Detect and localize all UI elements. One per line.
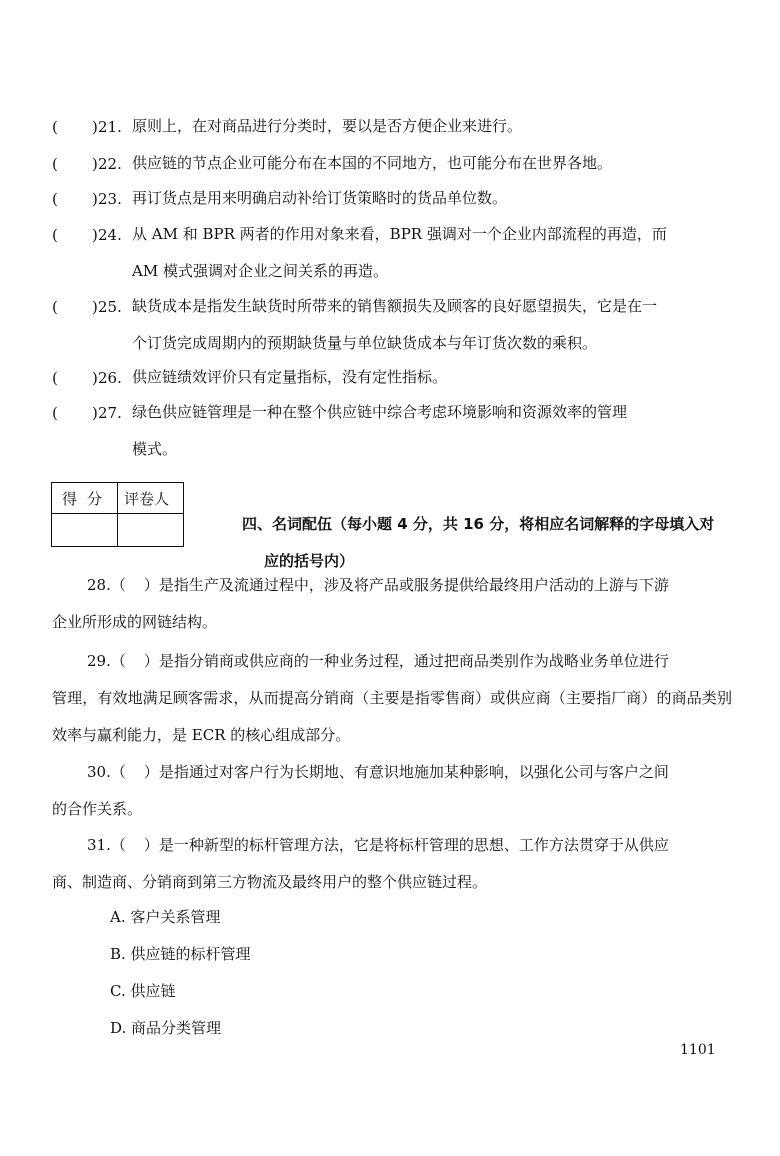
grader-label: 评卷人 [124,490,170,508]
score-label: 得分 [62,490,113,508]
match-item-28 [52,567,732,641]
item-text: ）是指通过对客户行为长期地、有意识地施加某种影响，以强化公司与客户之间 [143,763,669,781]
item-text: ）是一种新型的标杆管理方法，它是将标杆管理的思想、工作方法贯穿于从供应 [143,836,669,854]
option-b: B. 供应链的标杆管理 [110,945,251,963]
exam-page: ( ) 21. 原则上，在对商品进行分类时，要以是否方便企业来进行。 ( ) 22. 供应链的节点企业可能分布在本国的不同地方，也可能分布在世界各地。 ( ) 23. 再订货点是用来明确启动补给订货策略时的货品单位数。 ( ) 24. 从 AM 和 BPR 两者的作用对象来看，BPR 强调对一个企业内部流程的再造，而 AM 模式强调对企业之间关系的再造。 ( ) 25. 缺货成本是指发生缺货时所带来的销售额损失及顾客的良好愿望损失，它是在一 个订货完成周期内的预期缺货量与单位缺货成本与年订货次数的乘积。 ( ) 26. 供应链绩效评价只有定量指标，没有定性指标。 ( ) 27. 绿色供应链管理是一种在整个供应链中综合考虑环境影响和资源效率的管理 模式。 得分 评卷人 四、名词配伍（每小题 4 分，共 16 分，将相应名词解释的字母填入对 应的括号内） 28.（ ）是指生产及流通过程中，涉及将产品或服务提供给最终用户活动的上游与下游 企业所形成的网链结构。 29.（ ）是指分销商或供应商的一种业务过程，通过把商品类别作为战略业务单位进行 管理，有效地满足顾客需求，从而提高分销商（主要是指零售商）或供应商（主要指厂商）的商品类别效率与赢利能力，是 ECR 的核心组成部分。 30.（ ）是指通过对客户行为长期地、有意识地施加某种影响，以强化公司与客户之间 的合作关系。 31.（ ）是一种新型的标杆管理方法，它是将标杆管理的思想、工作方法贯穿于从供应 商、制造商、分销商到第三方物流及最终用户的整个供应链过程。 A. 客户关系管理 B. 供应链的标杆管理 C. 供应链 D. 商品分类管理 1101 [0,0,780,1156]
item-number: 22. [98,155,122,173]
item-number: 24. [98,226,122,244]
item-text: 再订货点是用来明确启动补给订货策略时的货品单位数。 [132,189,508,207]
item-text-cont: 的合作关系。 [52,800,143,818]
item-text-cont: 商、制造商、分销商到第三方物流及最终用户的整个供应链过程。 [52,873,488,891]
item-text-cont: 个订货完成周期内的预期缺货量与单位缺货成本与年订货次数的乘积。 [132,334,598,352]
match-item-29 [52,643,732,754]
match-item-30 [52,754,732,828]
item-number: 27. [98,404,122,422]
item-text: ）是指分销商或供应商的一种业务过程，通过把商品类别作为战略业务单位进行 [143,652,669,670]
item-text-cont: AM 模式强调对企业之间关系的再造。 [132,262,388,280]
item-text: 供应链的节点企业可能分布在本国的不同地方，也可能分布在世界各地。 [132,154,613,172]
item-text: 供应链绩效评价只有定量指标，没有定性指标。 [132,368,448,386]
item-number: 28.（ [87,576,126,594]
item-text: ）是指生产及流通过程中，涉及将产品或服务提供给最终用户活动的上游与下游 [143,576,669,594]
option-d: D. 商品分类管理 [110,1019,222,1037]
item-text: 原则上，在对商品进行分类时，要以是否方便企业来进行。 [132,117,523,135]
item-text: 从 AM 和 BPR 两者的作用对象来看，BPR 强调对一个企业内部流程的再造，而 [132,225,667,243]
item-number: 21. [98,118,122,136]
option-c: C. 供应链 [110,982,176,1000]
section-heading-line1: 四、名词配伍（每小题 4 分，共 16 分，将相应名词解释的字母填入对 [242,515,715,533]
item-number: 26. [98,369,122,387]
item-text: 绿色供应链管理是一种在整个供应链中综合考虑环境影响和资源效率的管理 [132,403,628,421]
item-text: 缺货成本是指发生缺货时所带来的销售额损失及顾客的良好愿望损失，它是在一 [132,297,658,315]
item-text-cont: 模式。 [132,440,178,458]
divider [117,483,118,546]
option-a: A. 客户关系管理 [110,908,221,926]
item-number: 29.（ [87,652,126,670]
item-text-cont: 企业所形成的网链结构。 [52,613,218,631]
item-text-cont: 管理，有效地满足顾客需求，从而提高分销商（主要是指零售商）或供应商（主要指厂商）的商品类别效率与赢利能力，是 ECR 的核心组成部分。 [52,689,732,744]
match-item-31 [52,827,732,901]
section-heading-line2: 应的括号内） [264,552,355,570]
score-table [51,482,184,547]
page-number: 1101 [680,1042,716,1058]
item-number: 30.（ [87,763,126,781]
item-number: 25. [98,298,122,316]
item-number: 23. [98,190,122,208]
item-number: 31.（ [87,836,126,854]
